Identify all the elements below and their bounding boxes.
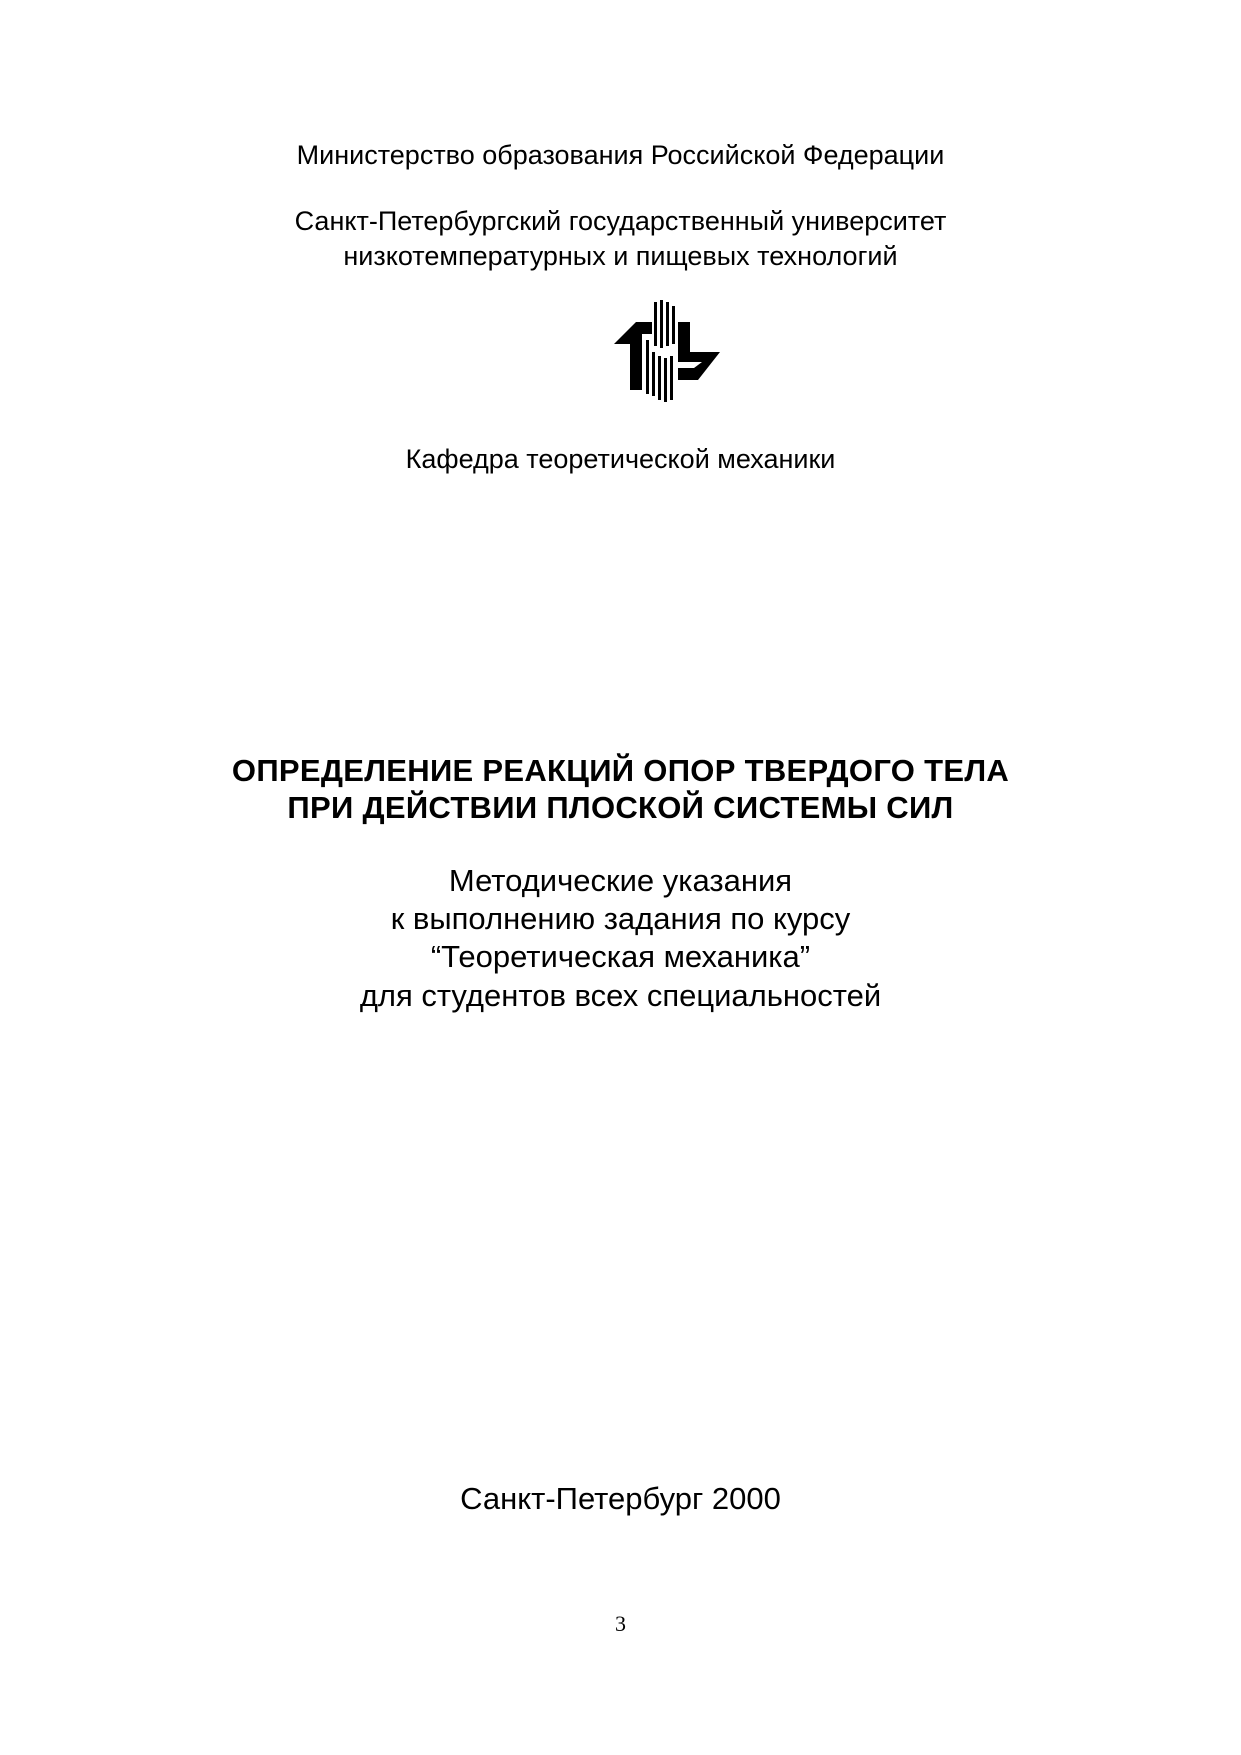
subtitle-line-4: для студентов всех специальностей bbox=[359, 978, 882, 1013]
ministry-line: Министерство образования Российской Федерации bbox=[296, 140, 945, 170]
city-year: Санкт-Петербург 2000 bbox=[460, 1481, 781, 1516]
department-line: Кафедра теоретической механики bbox=[405, 444, 836, 474]
page-number: 3 bbox=[615, 1611, 626, 1636]
subtitle-line-3: “Теоретическая механика” bbox=[430, 939, 811, 974]
university-line-2: низкотемпературных и пищевых технологий bbox=[343, 241, 898, 271]
subtitle-line-2: к выполнению задания по курсу bbox=[390, 901, 851, 936]
title-line-2: ПРИ ДЕЙСТВИИ ПЛОСКОЙ СИСТЕМЫ СИЛ bbox=[287, 790, 954, 825]
university-emblem-icon bbox=[612, 300, 722, 404]
university-line-1: Санкт-Петербургский государственный университет bbox=[294, 206, 947, 236]
subtitle-line-1: Методические указания bbox=[448, 863, 793, 898]
title-line-1: ОПРЕДЕЛЕНИЕ РЕАКЦИЙ ОПОР ТВЕРДОГО ТЕЛА bbox=[231, 753, 1010, 788]
